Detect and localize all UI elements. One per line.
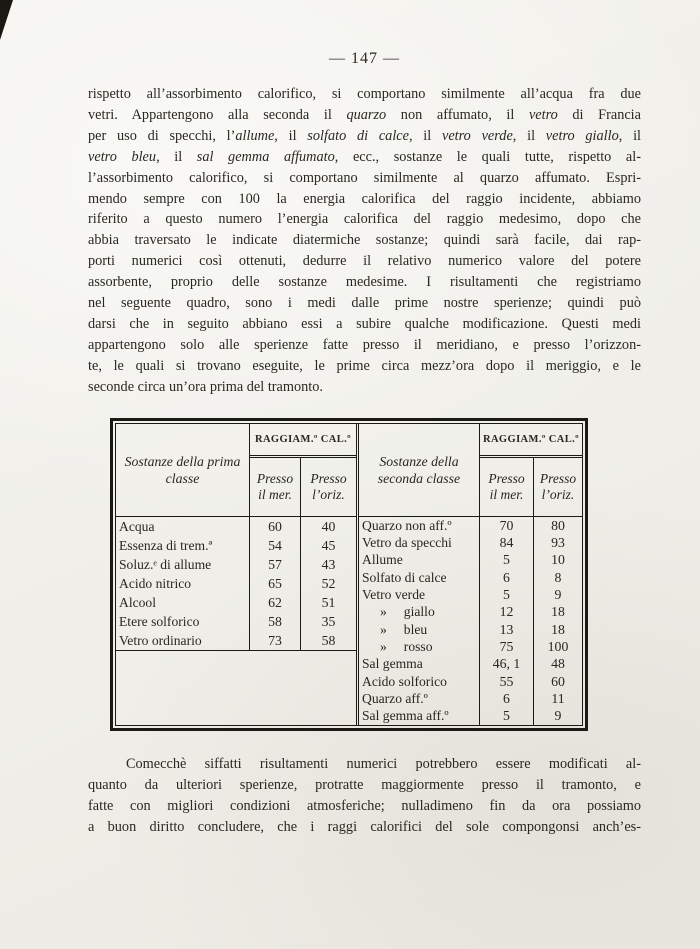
substance-name: giallo (403, 604, 435, 620)
oriz-value-cell: 8 (554, 569, 562, 585)
substance-cell (359, 534, 480, 551)
table-row (359, 656, 582, 673)
substance-name: Quarzo non aff.º (362, 517, 452, 533)
emphasized-text: sal gemma affumato (196, 148, 335, 165)
body-text: fatte con migliori condizioni atmosferiche; nulladimeno fin da ora possiamo (88, 798, 641, 814)
substance-name: Solfato di calce (362, 569, 447, 585)
body-text: vetri. Appartengono alla seconda il (88, 106, 347, 123)
presso-oriz-header (301, 458, 356, 516)
text-line (88, 775, 641, 796)
substance-cell (359, 638, 480, 655)
substance-cell (359, 673, 480, 690)
table-row (359, 604, 582, 621)
text-line (88, 796, 641, 817)
mer-value-cell: 13 (480, 621, 534, 638)
body-text: , il (156, 148, 197, 165)
oriz-value-cell: 80 (551, 517, 565, 533)
raggiam-cal-header: RAGGIAM.º CAL.º (480, 424, 582, 458)
body-text: per uso di specchi, l’ (88, 127, 236, 144)
table-row (116, 631, 356, 650)
oriz-value-cell: 100 (547, 638, 569, 654)
substance-name: bleu (403, 621, 428, 637)
oriz-value-cell: 40 (321, 518, 336, 534)
radiation-header-group (250, 424, 356, 516)
mer-value-cell: 75 (480, 638, 534, 655)
presso-mer-header (480, 458, 534, 516)
mer-value-cell: 6 (480, 569, 534, 586)
text-line (88, 251, 641, 272)
text-line (88, 356, 641, 377)
raggiam-cal-header: RAGGIAM.º CAL.º (250, 424, 356, 458)
substance-name: Acqua (119, 518, 155, 534)
table-row (116, 574, 356, 593)
substance-cell (359, 708, 480, 725)
oriz-value-cell: 35 (321, 613, 336, 629)
oriz-value-cell: 51 (321, 594, 336, 610)
text-line (88, 230, 641, 251)
text-line (88, 84, 641, 105)
oriz-value-cell: 9 (554, 708, 562, 724)
table-row (116, 555, 356, 574)
substance-name: Essenza di trem.ª (119, 537, 213, 553)
class-header: Sostanze della seconda classe (359, 424, 480, 516)
emphasized-text: vetro (528, 106, 558, 123)
presso-sub-word: il mer. (258, 487, 292, 502)
presso-header-row (250, 458, 356, 516)
body-text: Comecchè siffatti risultamenti numerici potrebbero essere modificati al- (126, 756, 641, 772)
text-line (88, 314, 641, 335)
table-row (359, 534, 582, 551)
table-row (359, 517, 582, 534)
body-text: quanto da ulteriori sperienze, protratte maggiormente presso il tramonto, e (88, 777, 641, 793)
substance-cell (359, 517, 480, 534)
mer-value-cell: 65 (250, 574, 301, 593)
substance-cell (116, 612, 250, 631)
body-text: appartengono solo alle sperienze fatte presso il meridiano, e presso l’orizzon- (88, 336, 641, 353)
body-text: rispetto all’assorbimento calorifico, si comportano similmente all’acqua fra due (88, 86, 641, 102)
body-text: , il (618, 127, 642, 144)
emphasized-text: quarzo (346, 106, 387, 123)
substance-name: Etere solforico (119, 613, 200, 629)
substance-name: Allume (362, 552, 403, 568)
body-text: , il (408, 127, 442, 144)
mer-value-cell: 62 (250, 593, 301, 612)
results-table-inner (115, 423, 583, 726)
mer-value-cell: 84 (480, 534, 534, 551)
table-header (116, 424, 356, 516)
mer-value-cell: 70 (480, 517, 534, 534)
oriz-value-cell: 93 (551, 534, 565, 550)
body-text: di Francia (557, 106, 642, 123)
class-header: Sostanze della prima classe (116, 424, 250, 516)
substance-cell (116, 517, 250, 536)
substance-cell (116, 631, 250, 650)
table-row (359, 638, 582, 655)
presso-word: Presso (488, 470, 525, 486)
oriz-value-cell: 43 (321, 556, 336, 572)
mer-value-cell: 73 (250, 631, 301, 650)
text-line (88, 189, 641, 210)
table-header (359, 424, 582, 516)
oriz-value-cell: 48 (551, 656, 565, 672)
substance-cell (116, 536, 250, 555)
mer-value-cell: 12 (480, 604, 534, 621)
presso-mer-header (250, 458, 301, 516)
presso-word: Presso (256, 470, 294, 486)
oriz-value-cell: 9 (554, 586, 562, 602)
scan-artifact-corner (0, 0, 13, 40)
emphasized-text: vetro verde (441, 127, 513, 144)
text-line (88, 147, 641, 168)
substance-cell (116, 593, 250, 612)
body-text: porti numerici così ottenuti, dedurre il relativo numerico valore del potere (88, 253, 641, 270)
text-line (88, 335, 641, 356)
substance-name: Sal gemma (362, 656, 423, 672)
substance-cell (359, 656, 480, 673)
text-line (88, 377, 641, 398)
table-row (359, 621, 582, 638)
table-body (359, 517, 582, 725)
table-row (359, 552, 582, 569)
substance-cell (359, 552, 480, 569)
results-table (110, 418, 588, 731)
mer-value-cell: 5 (480, 586, 534, 603)
substance-name: rosso (403, 638, 433, 654)
page-number: — 147 — (329, 50, 400, 67)
substance-name: Sal gemma aff.º (362, 708, 449, 724)
mer-value-cell: 55 (480, 673, 534, 690)
mer-value-cell: 5 (480, 552, 534, 569)
table-row (116, 612, 356, 631)
table-row (359, 586, 582, 603)
table-row (359, 673, 582, 690)
oriz-value-cell: 11 (551, 690, 565, 706)
text-line (88, 272, 641, 293)
body-text: riferito a questo numero l’energia calorifica del raggio medesimo, dopo che (88, 211, 641, 228)
body-text: te, le quali si trovano eseguite, le prime circa mezz’ora dopo il meriggio, e le (88, 357, 641, 374)
oriz-value-cell: 18 (551, 621, 565, 637)
body-text: a buon diritto concludere, che i raggi calorifici del sole compongonsi anch’es- (88, 819, 641, 835)
radiation-header-group (480, 424, 582, 516)
body-text: mendo sempre con 100 la energia calorifica del raggio incidente, abbiamo (88, 190, 641, 207)
substance-name: Vetro ordinario (119, 632, 202, 648)
substance-cell (359, 569, 480, 586)
body-text: , il (512, 127, 546, 144)
table-row (359, 708, 582, 725)
table-row (359, 569, 582, 586)
substance-cell (359, 621, 480, 638)
body-text: , ecc., sostanze le quali tutte, rispetto al- (334, 148, 641, 165)
body-text: seconde circa un’ora prima del tramonto. (88, 378, 324, 395)
body-text: darsi che in seguito abbiano essi a subire qualche modificazione. Questi medi (88, 315, 641, 332)
text-line (88, 168, 641, 189)
emphasized-text: vetro bleu (88, 148, 157, 165)
substance-name: Acido nitrico (119, 575, 192, 591)
mer-value-cell: 60 (250, 517, 301, 536)
oriz-value-cell: 18 (551, 604, 565, 620)
substance-name: Quarzo aff.º (362, 690, 428, 706)
substance-name: Acido solforico (362, 673, 447, 689)
text-line (88, 105, 641, 126)
oriz-value-cell: 58 (321, 632, 336, 648)
text-line (88, 126, 641, 147)
oriz-value-cell: 10 (551, 552, 565, 568)
oriz-value-cell: 52 (321, 575, 336, 591)
text-line (88, 754, 641, 775)
presso-word: Presso (310, 470, 347, 486)
presso-header-row (480, 458, 582, 516)
table-row (116, 517, 356, 536)
presso-sub-word: l’oriz. (312, 487, 345, 502)
emphasized-text: allume (235, 127, 275, 144)
substance-name: Vetro da specchi (362, 534, 452, 550)
table-half-second-class (359, 424, 582, 725)
presso-sub-word: l’oriz. (541, 487, 575, 502)
body-text: l’assorbimento calorifico, si comportano similmente al quarzo affumato. Espri- (88, 169, 641, 186)
ditto-mark: » (380, 621, 387, 637)
mer-value-cell: 46, 1 (480, 656, 534, 673)
text-line (88, 817, 641, 838)
presso-sub-word: il mer. (489, 487, 524, 502)
substance-cell (116, 574, 250, 593)
substance-cell (116, 555, 250, 574)
oriz-value-cell: 45 (321, 537, 336, 553)
main-paragraph (88, 84, 641, 398)
table-body (116, 517, 356, 725)
body-text: non affumato, il (386, 106, 529, 123)
ditto-mark: » (380, 638, 387, 654)
empty-cell (116, 651, 356, 725)
mer-value-cell: 54 (250, 536, 301, 555)
text-line (88, 293, 641, 314)
substance-cell (359, 690, 480, 707)
presso-word: Presso (539, 470, 577, 486)
substance-name: Soluz.ᵉ di allume (119, 556, 212, 572)
substance-name: Alcool (119, 594, 156, 610)
presso-oriz-header (534, 458, 582, 516)
table-row (116, 536, 356, 555)
ditto-mark: » (380, 604, 387, 620)
mer-value-cell: 6 (480, 690, 534, 707)
mer-value-cell: 5 (480, 708, 534, 725)
body-text: , il (274, 127, 308, 144)
table-row (359, 690, 582, 707)
emphasized-text: solfato di calce (307, 127, 409, 144)
emphasized-text: vetro giallo (545, 127, 619, 144)
table-row (116, 593, 356, 612)
body-text: assorbente, proprio delle sostanze medesime. I risultamenti che registriamo (88, 274, 641, 291)
body-text: nel seguente quadro, sono i medi dalle prime nostre sperienze; quindi può (88, 295, 641, 312)
table-half-first-class (116, 424, 359, 725)
text-line (88, 209, 641, 230)
substance-cell (359, 586, 480, 603)
mer-value-cell: 57 (250, 555, 301, 574)
substance-name: Vetro verde (362, 586, 426, 602)
closing-paragraph (88, 754, 641, 838)
body-text: abbia traversato le indicate diatermiche sostanze; quindi sarà facile, dai rap- (88, 232, 641, 249)
mer-value-cell: 58 (250, 612, 301, 631)
substance-cell (359, 604, 480, 621)
oriz-value-cell: 60 (551, 673, 565, 689)
